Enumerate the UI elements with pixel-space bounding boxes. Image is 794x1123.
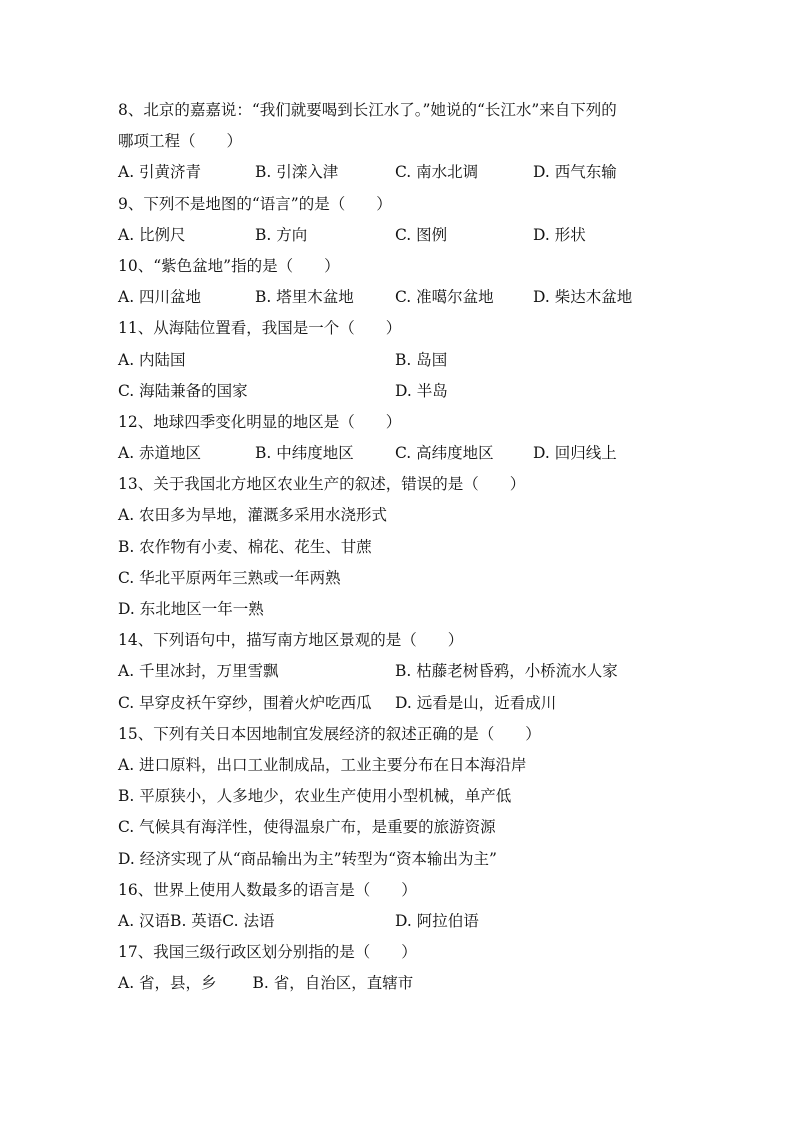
answer-option: A. 汉语B. 英语C. 法语 [118, 911, 275, 930]
options-row [118, 438, 678, 469]
answer-option: D. 东北地区一年一熟 [118, 600, 264, 618]
question-stem: 17、我国三级行政区划分别指的是（ ） [118, 943, 417, 962]
question-stem: 9、下列不是地图的“语言”的是（ ） [118, 194, 392, 213]
answer-option: C. 南水北调 [395, 163, 479, 182]
answer-option: D. 形状 [533, 225, 586, 244]
question-stem: 14、下列语句中，描写南方地区景观的是（ ） [118, 631, 464, 650]
question-stem: 8、北京的嘉嘉说：“我们就要喝到长江水了。”她说的“长江水”来自下列的 [118, 101, 617, 119]
question-block [118, 625, 678, 719]
answer-option: D. 柴达木盆地 [533, 288, 633, 307]
answer-option: D. 经济实现了从“商品输出为主”转型为“资本输出为主” [118, 849, 497, 868]
question-stem: 12、地球四季变化明显的地区是（ ） [118, 412, 402, 431]
answer-option: B. 中纬度地区 [255, 444, 354, 463]
answer-option: C. 准噶尔盆地 [395, 288, 494, 307]
answer-option: A. 千里冰封，万里雪飘 [118, 662, 279, 681]
answer-option: A. 赤道地区 [118, 444, 202, 463]
question-block [118, 937, 678, 999]
answer-option: D. 阿拉伯语 [395, 911, 479, 930]
question-block [118, 189, 678, 251]
options-row [118, 376, 678, 407]
answer-option: A. 内陆国 [118, 350, 186, 369]
options-row [118, 282, 678, 313]
answer-option: D. 远看是山，近看成川 [395, 693, 557, 712]
answer-option: B. 平原狭小，人多地少，农业生产使用小型机械，单产低 [118, 787, 512, 806]
answer-option: B. 农作物有小麦、棉花、花生、甘蔗 [118, 537, 372, 556]
exam-page [118, 95, 678, 999]
question-block [118, 407, 678, 469]
question-stem: 11、从海陆位置看，我国是一个（ ） [118, 319, 402, 338]
options-row [118, 345, 678, 376]
answer-option: C. 图例 [395, 225, 448, 244]
options-row [118, 906, 678, 937]
answer-option: B. 岛国 [395, 350, 448, 369]
answer-option: D. 半岛 [395, 381, 448, 400]
question-stem: 13、关于我国北方地区农业生产的叙述，错误的是（ ） [118, 475, 526, 494]
question-block [118, 469, 678, 625]
options-row [118, 220, 678, 251]
answer-option: B. 方向 [255, 225, 308, 244]
question-stem: 16、世界上使用人数最多的语言是（ ） [118, 880, 417, 899]
question-stem: 15、下列有关日本因地制宜发展经济的叙述正确的是（ ） [118, 724, 541, 743]
question-block [118, 875, 678, 937]
options-row [118, 688, 678, 719]
question-block [118, 95, 678, 189]
answer-option: C. 高纬度地区 [395, 444, 494, 463]
answer-option: C. 气候具有海洋性，使得温泉广布，是重要的旅游资源 [118, 818, 496, 837]
question-block [118, 313, 678, 407]
answer-option: A. 进口原料，出口工业制成品，工业主要分布在日本海沿岸 [118, 755, 527, 774]
question-block [118, 719, 678, 875]
answer-option: B. 引滦入津 [255, 163, 339, 182]
answer-option: C. 华北平原两年三熟或一年两熟 [118, 568, 341, 587]
answer-option: A. 引黄济青 [118, 163, 202, 182]
answer-option: C. 早穿皮袄午穿纱，围着火炉吃西瓜 [118, 693, 372, 712]
question-block [118, 251, 678, 313]
answer-option: A. 四川盆地 [118, 288, 202, 307]
answer-option: A. 省，县，乡 B. 省，自治区，直辖市 [118, 974, 414, 993]
question-stem: 哪项工程（ ） [118, 132, 243, 151]
answer-option: B. 枯藤老树昏鸦，小桥流水人家 [395, 662, 618, 681]
answer-option: A. 比例尺 [118, 225, 186, 244]
answer-option: D. 西气东输 [533, 163, 617, 182]
answer-option: B. 塔里木盆地 [255, 288, 354, 307]
options-row [118, 157, 678, 188]
answer-option: C. 海陆兼备的国家 [118, 381, 248, 400]
options-row [118, 656, 678, 687]
answer-option: D. 回归线上 [533, 444, 617, 463]
question-stem: 10、“紫色盆地”指的是（ ） [118, 256, 340, 275]
answer-option: A. 农田多为旱地，灌溉多采用水浇形式 [118, 506, 388, 525]
